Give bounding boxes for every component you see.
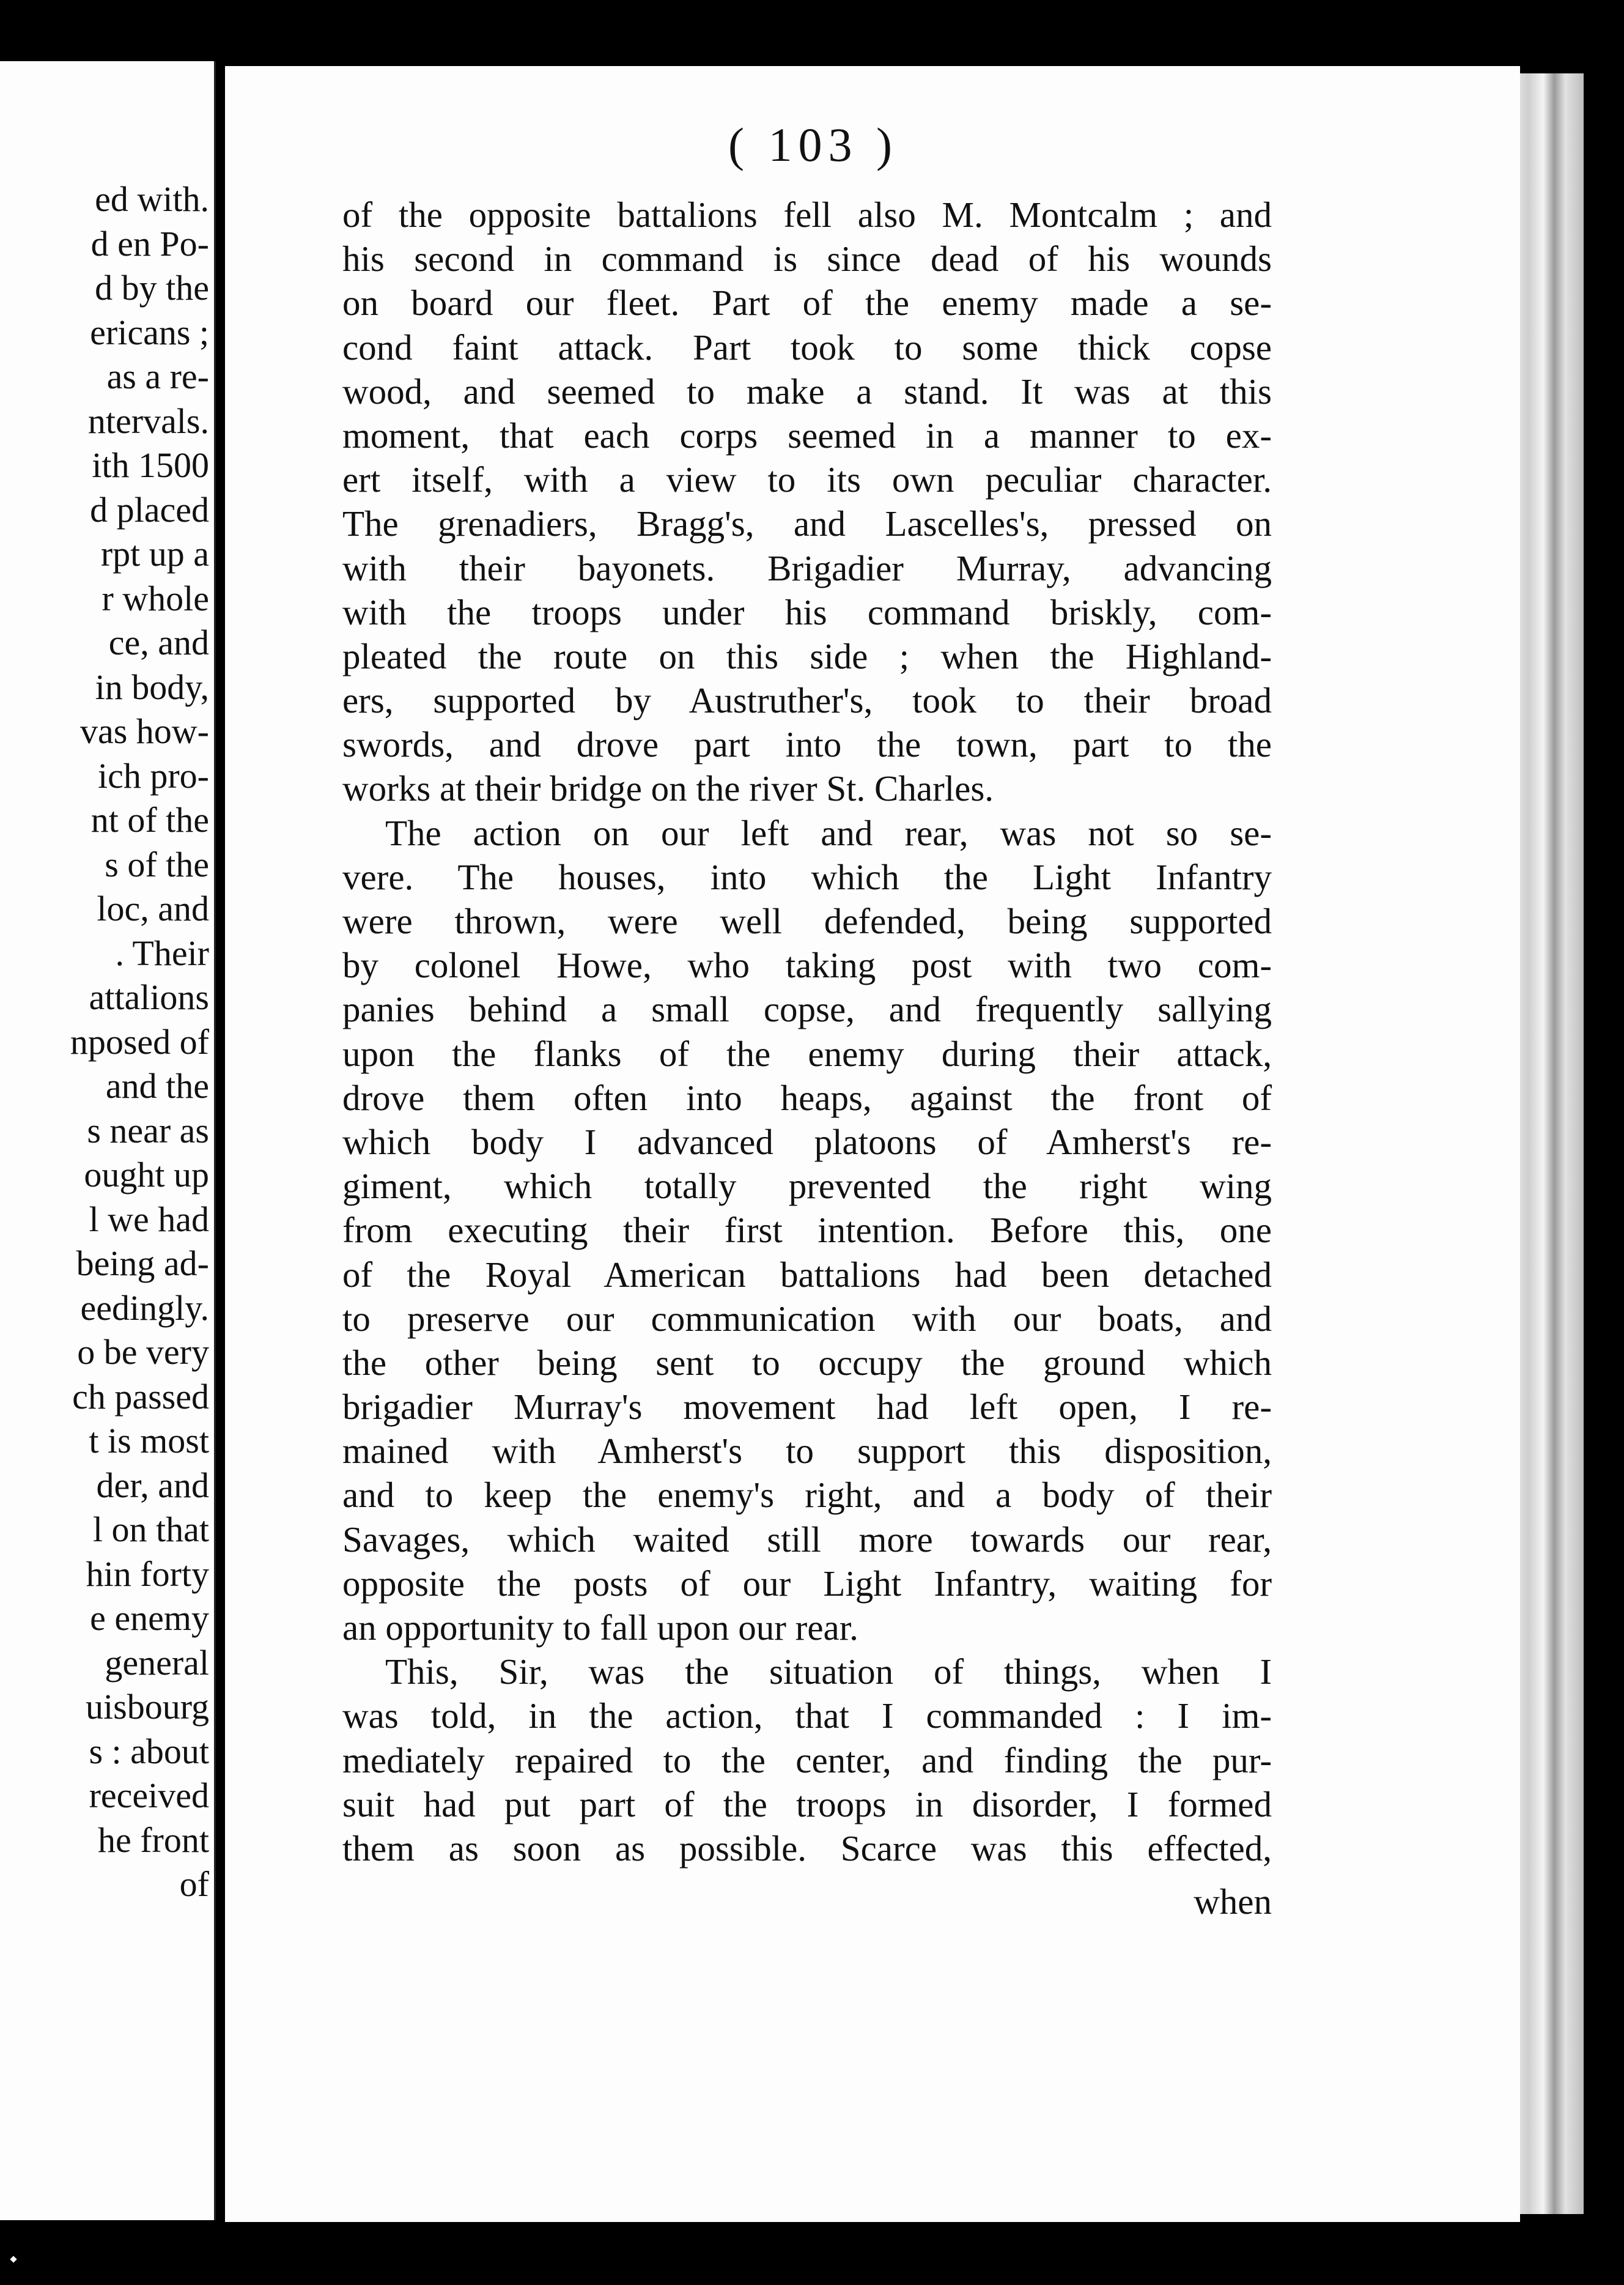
facing-page-line: being ad- (76, 1243, 209, 1283)
facing-page-line: s near as (87, 1110, 209, 1150)
text-line: opposite the posts of our Light Infantry, waiting for (342, 1563, 1272, 1604)
text-line: ert itself, with a view to its own peculiar character. (342, 459, 1272, 500)
text-line: by colonel Howe, who taking post with two com- (342, 945, 1272, 986)
text-line: wood, and seemed to make a stand. It was at this (342, 371, 1272, 412)
facing-page-line: s : about (89, 1731, 209, 1771)
facing-page-line: ith 1500 (92, 445, 209, 485)
text-line: which body I advanced platoons of Amherst's re- (342, 1121, 1272, 1162)
text-line: Savages, which waited still more towards our rear, (342, 1519, 1272, 1560)
facing-page-line: t is most (89, 1421, 209, 1461)
facing-page-line: r whole (102, 578, 209, 618)
page-number: ( 103 ) (728, 118, 898, 171)
facing-page-line: and the (105, 1066, 209, 1106)
facing-page-line: of (179, 1864, 209, 1904)
text-line: brigadier Murray's movement had left open, I re- (342, 1387, 1272, 1428)
text-line: from executing their first intention. Before this, one (342, 1210, 1272, 1251)
facing-page-line: d by the (95, 268, 209, 308)
text-line: his second in command is since dead of his wounds (342, 239, 1272, 280)
text-line: ers, supported by Austruther's, took to their broad (342, 680, 1272, 721)
facing-page-line: attalions (89, 977, 209, 1017)
text-line: to preserve our communication with our boats, and (342, 1298, 1272, 1339)
text-line: mained with Amherst's to support this disposition, (342, 1431, 1272, 1472)
facing-page-line: ought up (84, 1155, 209, 1194)
facing-page-line: ce, and (108, 623, 209, 662)
facing-page-line: o be very (77, 1332, 209, 1372)
body-text (342, 193, 1272, 1870)
facing-page-line: general (105, 1642, 209, 1683)
text-line: upon the flanks of the enemy during their attack, (342, 1033, 1272, 1074)
facing-page-line: eedingly. (80, 1287, 209, 1328)
facing-page-line: d en Po- (90, 223, 209, 264)
text-line: an opportunity to fall upon our rear. (342, 1607, 858, 1648)
facing-page-line: nt of the (90, 800, 209, 840)
page-edge (1510, 73, 1584, 2214)
scan-corner-mark (10, 2256, 17, 2262)
facing-page-line: nposed of (70, 1021, 209, 1062)
text-line: moment, that each corps seemed in a manner to ex- (342, 415, 1272, 456)
text-line: The action on our left and rear, was not so se- (385, 812, 1272, 853)
text-line: swords, and drove part into the town, part to the (342, 724, 1272, 765)
text-line: the other being sent to occupy the ground which (342, 1342, 1272, 1383)
text-line: vere. The houses, into which the Light Infantry (342, 856, 1272, 897)
facing-page-line: ed with. (95, 179, 209, 219)
text-line: them as soon as possible. Scarce was this effected, (342, 1828, 1272, 1868)
facing-page-line: received (89, 1776, 209, 1815)
facing-page-text (1, 177, 209, 1907)
facing-page-line: he front (98, 1820, 209, 1860)
text-line: of the Royal American battalions had been detached (342, 1254, 1272, 1295)
text-line: works at their bridge on the river St. Charles. (342, 768, 994, 809)
facing-page-line: l on that (92, 1509, 209, 1549)
facing-page-line: in body, (95, 667, 209, 707)
facing-page-line: as a re- (106, 357, 209, 396)
text-line: and to keep the enemy's right, and a body of their (342, 1475, 1272, 1516)
facing-page-line: ch passed (72, 1376, 209, 1417)
facing-page-line: ericans ; (90, 312, 209, 352)
facing-page-line: uisbourg (86, 1687, 209, 1727)
text-line: drove them often into heaps, against the front of (342, 1077, 1272, 1118)
facing-page-line: l we had (89, 1199, 209, 1239)
facing-page (0, 61, 216, 2220)
facing-page-line: e enemy (90, 1598, 209, 1638)
facing-page-line: loc, and (97, 889, 209, 928)
text-line: were thrown, were well defended, being supported (342, 901, 1272, 941)
facing-page-line: hin forty (86, 1554, 209, 1594)
catchword: when (1194, 1881, 1272, 1922)
text-line: with the troops under his command briskly, com- (342, 591, 1272, 632)
facing-page-line: ich pro- (98, 755, 209, 796)
text-line: with their bayonets. Brigadier Murray, advancing (342, 547, 1272, 588)
text-line: pleated the route on this side ; when the Highland- (342, 635, 1272, 676)
text-line: on board our fleet. Part of the enemy made a se- (342, 283, 1272, 324)
facing-page-line: rpt up a (100, 534, 209, 574)
facing-page-line: s of the (105, 844, 209, 884)
text-line: mediately repaired to the center, and finding the pur- (342, 1739, 1272, 1780)
facing-page-line: der, and (96, 1465, 209, 1505)
text-line: was told, in the action, that I commanded : I im- (342, 1695, 1272, 1736)
text-line: suit had put part of the troops in disorder, I formed (342, 1783, 1272, 1824)
text-line: giment, which totally prevented the right wing (342, 1166, 1272, 1207)
text-line: of the opposite battalions fell also M. Montcalm ; and (342, 194, 1272, 235)
text-line: This, Sir, was the situation of things, when I (385, 1651, 1272, 1692)
text-line: cond faint attack. Part took to some thick copse (342, 327, 1272, 368)
facing-page-line: . Their (115, 933, 209, 973)
facing-page-line: vas how- (79, 711, 209, 751)
text-line: panies behind a small copse, and frequently sallying (342, 989, 1272, 1030)
facing-page-line: ntervals. (87, 401, 209, 441)
facing-page-line: d placed (90, 489, 209, 530)
text-line: The grenadiers, Bragg's, and Lascelles's, pressed on (342, 503, 1272, 544)
